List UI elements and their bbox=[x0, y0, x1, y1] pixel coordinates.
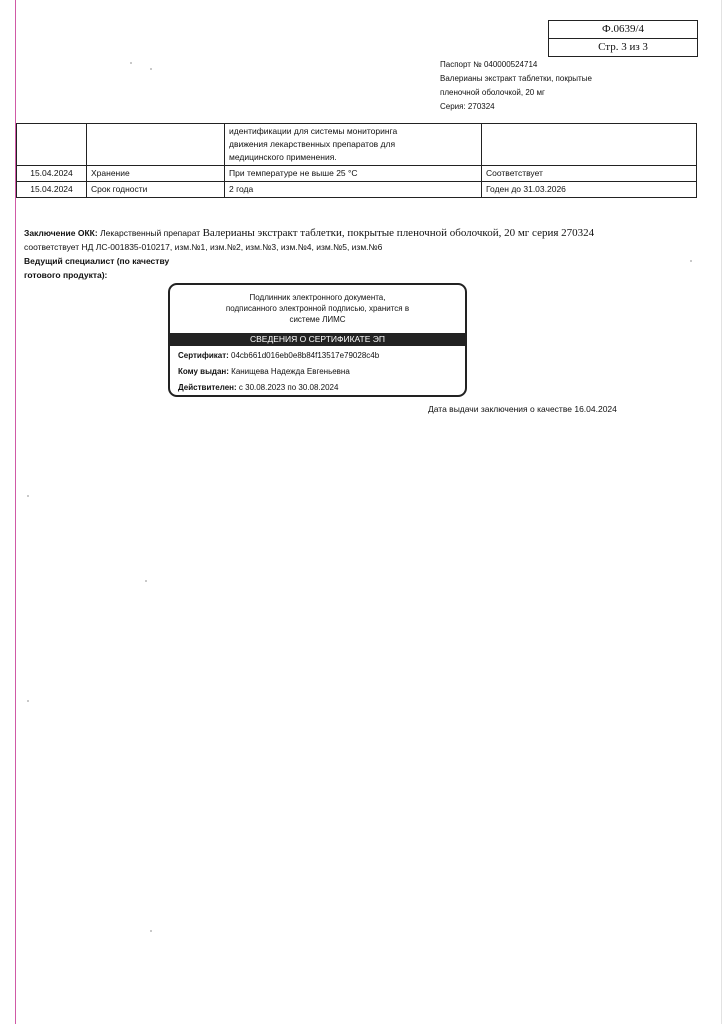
page-info: Стр. 3 из 3 bbox=[549, 38, 697, 56]
validity-row bbox=[170, 380, 465, 396]
certificate-row bbox=[170, 348, 465, 364]
table-cell-indicator: Срок годности bbox=[87, 182, 225, 198]
table-row bbox=[17, 166, 697, 182]
table-cell-date: 15.04.2024 bbox=[17, 166, 87, 182]
validity-value: с 30.08.2023 по 30.08.2024 bbox=[238, 383, 339, 392]
form-code-box bbox=[548, 20, 698, 57]
product-name-line2: пленочной оболочкой, 20 мг bbox=[440, 88, 545, 97]
form-code: Ф.0639/4 bbox=[602, 23, 644, 35]
passport-number: Паспорт № 040000524714 bbox=[440, 60, 538, 69]
table-cell-indicator: Хранение bbox=[87, 166, 225, 182]
product-name-line1: Валерианы экстракт таблетки, покрытые bbox=[440, 74, 592, 83]
test-results-table bbox=[16, 123, 697, 198]
scan-speck bbox=[150, 68, 152, 70]
issue-date: Дата выдачи заключения о качестве 16.04.2024 bbox=[428, 404, 617, 414]
table-row bbox=[17, 182, 697, 198]
issued-to-row bbox=[170, 364, 465, 380]
stamp-line3: системе ЛИМС bbox=[289, 315, 346, 324]
scan-speck bbox=[27, 700, 29, 702]
scan-speck bbox=[690, 260, 692, 262]
scan-speck bbox=[130, 62, 132, 64]
electronic-signature-stamp bbox=[168, 283, 467, 397]
scan-speck bbox=[150, 930, 152, 932]
issued-to-label: Кому выдан: bbox=[178, 367, 229, 376]
specialist-title-line1: Ведущий специалист (по качеству bbox=[24, 256, 170, 266]
scan-speck bbox=[27, 495, 29, 497]
conclusion-product: Валерианы экстракт таблетки, покрытые пленочной оболочкой, 20 мг серия 270324 bbox=[202, 227, 595, 239]
issued-to-value: Канищева Надежда Евгеньевна bbox=[231, 367, 350, 376]
series-number: Серия: 270324 bbox=[440, 102, 495, 111]
certificate-value: 04cb661d016eb0e8b84f13517e79028c4b bbox=[231, 351, 380, 360]
table-cell-requirement: 2 года bbox=[225, 182, 482, 198]
table-cell-result: Соответствует bbox=[482, 166, 697, 182]
specialist-title-line2: готового продукта): bbox=[24, 270, 108, 280]
table-cell-requirement: При температуре не выше 25 °С bbox=[225, 166, 482, 182]
stamp-line1: Подлинник электронного документа, bbox=[249, 293, 386, 302]
scan-speck bbox=[145, 580, 147, 582]
page-edge-line bbox=[721, 0, 722, 1024]
validity-label: Действителен: bbox=[178, 383, 237, 392]
table-cell-result: Годен до 31.03.2026 bbox=[482, 182, 697, 198]
certificate-label: Сертификат: bbox=[178, 351, 229, 360]
conclusion-prefix: Лекарственный препарат bbox=[100, 228, 201, 238]
conclusion-label: Заключение ОКК: bbox=[24, 228, 98, 238]
table-cell-date: 15.04.2024 bbox=[17, 182, 87, 198]
stamp-band-title: СВЕДЕНИЯ О СЕРТИФИКАТЕ ЭП bbox=[170, 333, 465, 346]
stamp-line2: подписанного электронной подписью, хранится в bbox=[225, 304, 410, 313]
passport-header bbox=[440, 58, 592, 114]
table-row bbox=[17, 124, 697, 166]
qc-conclusion bbox=[24, 226, 684, 282]
table-cell-requirement: идентификации для системы мониторинга движения лекарственных препаратов для медицинского применения. bbox=[225, 124, 482, 166]
conclusion-compliance: соответствует НД ЛС-001835-010217, изм.№1, изм.№2, изм.№3, изм.№4, изм.№5, изм.№6 bbox=[24, 242, 383, 252]
